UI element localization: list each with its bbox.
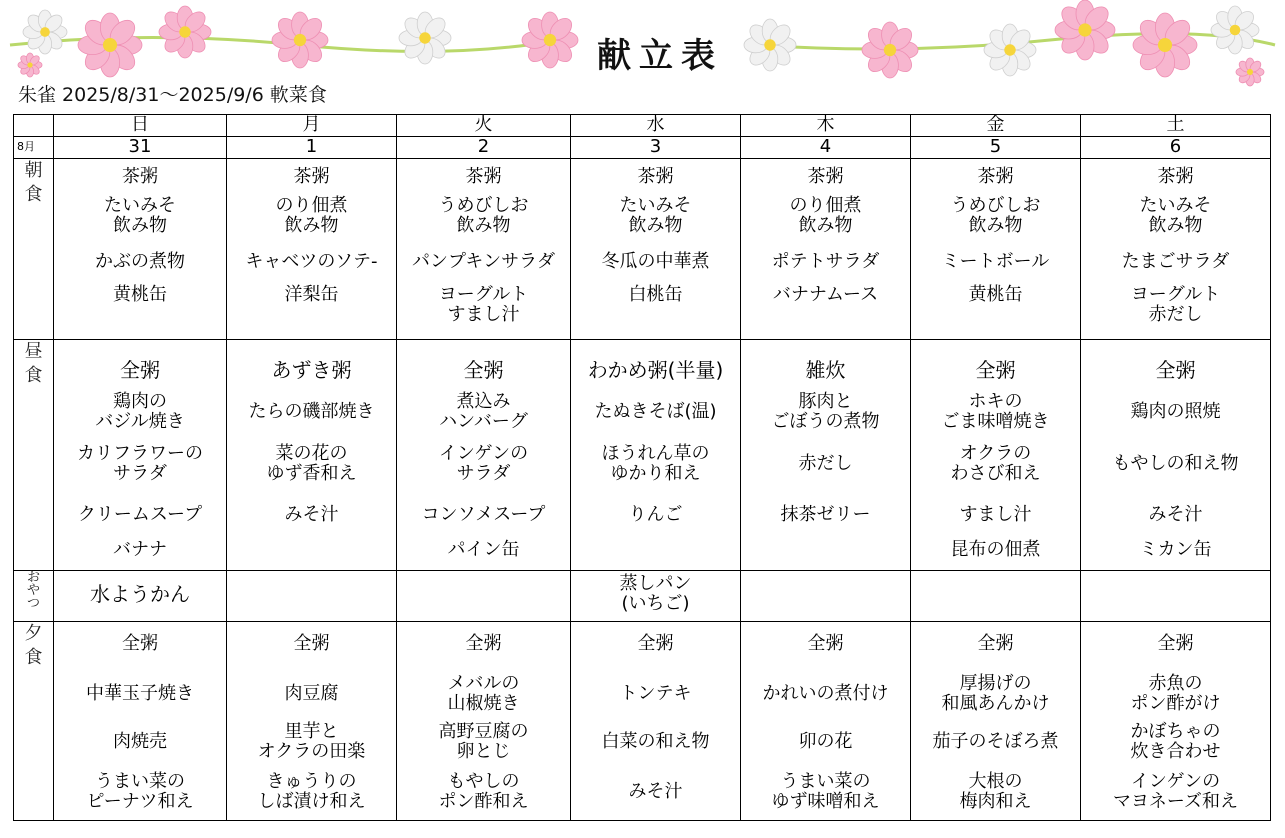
date-cell: 3 xyxy=(571,137,741,159)
breakfast-dish: うめびしお 飲み物 xyxy=(950,195,1041,236)
page-title: 献立表 xyxy=(597,36,723,76)
menu-subtitle: 朱雀 2025/8/31～2025/9/6 軟菜食 xyxy=(18,84,327,106)
weekday-header: 土 xyxy=(1081,115,1271,137)
white-flower-icon xyxy=(1211,6,1259,54)
breakfast-dish: かぶの煮物 xyxy=(95,251,185,272)
lunch-dish: 赤だし xyxy=(798,453,853,474)
date-cell: 2 xyxy=(397,137,571,159)
lunch-dish: あずき粥 xyxy=(271,358,352,382)
dinner-dish: 大根の 梅肉和え xyxy=(959,771,1032,812)
breakfast-dish: 茶粥 xyxy=(807,166,844,187)
lunch-dish: 昆布の佃煮 xyxy=(950,539,1041,560)
lunch-dish: 雑炊 xyxy=(805,358,846,382)
breakfast-cell xyxy=(911,159,1081,340)
dinner-dish: メバルの 山椒焼き xyxy=(447,673,520,714)
breakfast-dish: キャベツのソテ- xyxy=(245,251,378,272)
breakfast-dish: ヨーグルト すまし汁 xyxy=(438,284,529,325)
month-label: 8月 xyxy=(14,137,54,159)
pink-flower-icon xyxy=(78,13,142,77)
dinner-row xyxy=(14,622,1271,821)
snack-label: おやつ xyxy=(14,571,54,622)
breakfast-cell xyxy=(397,159,571,340)
dinner-dish: 肉焼売 xyxy=(113,731,167,752)
pink-flower-icon xyxy=(18,53,42,77)
snack-cell xyxy=(1081,571,1271,622)
dinner-dish: 白菜の和え物 xyxy=(601,731,710,752)
white-flower-icon xyxy=(984,24,1036,76)
breakfast-dish: ポテトサラダ xyxy=(771,251,880,272)
lunch-dish: クリームスープ xyxy=(77,504,203,525)
lunch-dish: 全粥 xyxy=(975,358,1016,382)
lunch-label: 昼食 xyxy=(14,340,54,571)
dinner-dish: きゅうりの しば漬け和え xyxy=(257,771,366,812)
lunch-dish: ミカン缶 xyxy=(1139,539,1212,560)
dinner-dish: 全粥 xyxy=(1157,633,1194,654)
corner-cell xyxy=(14,115,54,137)
date-cell: 5 xyxy=(911,137,1081,159)
lunch-dish: インゲンの サラダ xyxy=(438,443,529,484)
lunch-dish: パイン缶 xyxy=(447,539,520,560)
breakfast-dish: 茶粥 xyxy=(1157,166,1194,187)
weekday-header: 火 xyxy=(397,115,571,137)
dinner-dish: 茄子のそぼろ煮 xyxy=(932,731,1059,752)
lunch-dish: バナナ xyxy=(113,539,167,560)
dinner-dish: かれいの煮付け xyxy=(762,683,889,704)
dinner-dish: もやしの ポン酢和え xyxy=(438,771,529,812)
weekday-header: 日 xyxy=(54,115,227,137)
dinner-dish: 卯の花 xyxy=(798,731,853,752)
dinner-dish: うまい菜の ピーナツ和え xyxy=(86,771,194,812)
date-cell: 1 xyxy=(227,137,397,159)
lunch-dish: りんご xyxy=(628,504,683,525)
dinner-cell xyxy=(397,622,571,821)
lunch-dish: オクラの わさび和え xyxy=(950,443,1041,484)
breakfast-dish: たいみそ 飲み物 xyxy=(619,195,692,236)
snack-cell xyxy=(571,571,741,622)
lunch-dish: ホキの ごま味噌焼き xyxy=(941,391,1050,432)
breakfast-label: 朝食 xyxy=(14,159,54,340)
white-flower-icon xyxy=(399,12,451,64)
breakfast-dish: たいみそ 飲み物 xyxy=(104,195,176,236)
lunch-dish: 豚肉と ごぼうの煮物 xyxy=(771,391,880,432)
breakfast-cell xyxy=(1081,159,1271,340)
breakfast-dish: 白桃缶 xyxy=(628,284,683,305)
lunch-dish: わかめ粥(半量) xyxy=(587,358,724,382)
dinner-dish: インゲンの マヨネーズ和え xyxy=(1112,771,1239,812)
lunch-cell xyxy=(227,340,397,571)
breakfast-dish: 黄桃缶 xyxy=(968,284,1023,305)
lunch-dish: みそ汁 xyxy=(284,504,339,525)
lunch-cell xyxy=(1081,340,1271,571)
date-cell: 4 xyxy=(741,137,911,159)
dinner-dish: 全粥 xyxy=(293,633,330,654)
breakfast-dish: 洋梨缶 xyxy=(284,284,339,305)
dinner-dish: トンテキ xyxy=(619,683,692,704)
snack-item: 水ようかん xyxy=(90,582,190,606)
pink-flower-icon xyxy=(159,6,211,58)
lunch-cell xyxy=(54,340,227,571)
dinner-dish: 中華玉子焼き xyxy=(86,683,194,704)
breakfast-dish: 茶粥 xyxy=(293,166,330,187)
dinner-dish: 全粥 xyxy=(465,633,502,654)
weekday-header: 水 xyxy=(571,115,741,137)
breakfast-dish: ヨーグルト 赤だし xyxy=(1130,284,1221,325)
breakfast-cell xyxy=(54,159,227,340)
lunch-dish: 全粥 xyxy=(1155,358,1196,382)
dinner-cell xyxy=(227,622,397,821)
date-cell: 6 xyxy=(1081,137,1271,159)
snack-cell xyxy=(227,571,397,622)
dinner-dish: 厚揚げの 和風あんかけ xyxy=(941,673,1050,714)
lunch-cell xyxy=(397,340,571,571)
pink-flower-icon xyxy=(1133,13,1197,77)
lunch-dish: 全粥 xyxy=(463,358,504,382)
dinner-dish: みそ汁 xyxy=(628,781,683,802)
weekday-header: 金 xyxy=(911,115,1081,137)
lunch-row xyxy=(14,340,1271,571)
weekday-header: 木 xyxy=(741,115,911,137)
lunch-dish: 全粥 xyxy=(120,358,160,382)
breakfast-dish: たいみそ 飲み物 xyxy=(1139,195,1212,236)
lunch-dish: コンソメスープ xyxy=(421,504,546,525)
dinner-cell xyxy=(571,622,741,821)
menu-table xyxy=(13,114,1271,821)
lunch-dish: すまし汁 xyxy=(959,504,1032,525)
lunch-dish: 抹茶ゼリー xyxy=(780,504,871,525)
breakfast-dish: 冬瓜の中華煮 xyxy=(601,251,710,272)
lunch-cell xyxy=(571,340,741,571)
breakfast-dish: たまごサラダ xyxy=(1121,251,1230,272)
dinner-dish: 全粥 xyxy=(977,633,1014,654)
lunch-dish: もやしの和え物 xyxy=(1112,453,1239,474)
dinner-cell xyxy=(54,622,227,821)
breakfast-cell xyxy=(571,159,741,340)
date-row xyxy=(14,137,1271,159)
lunch-cell xyxy=(911,340,1081,571)
breakfast-dish: うめびしお 飲み物 xyxy=(438,195,529,236)
breakfast-dish: 茶粥 xyxy=(465,166,502,187)
dinner-cell xyxy=(741,622,911,821)
pink-flower-icon xyxy=(862,22,918,78)
breakfast-dish: のり佃煮 飲み物 xyxy=(789,195,862,236)
snack-cell xyxy=(397,571,571,622)
dinner-label: 夕食 xyxy=(14,622,54,821)
lunch-dish: たらの磯部焼き xyxy=(248,401,375,422)
dinner-dish: 全粥 xyxy=(807,633,844,654)
snack-item: 蒸しパン (いちご) xyxy=(619,573,692,614)
lunch-dish: たぬきそば(温) xyxy=(594,401,717,422)
snack-cell xyxy=(54,571,227,622)
snack-cell xyxy=(911,571,1081,622)
pink-flower-icon xyxy=(1055,0,1115,60)
breakfast-dish: バナナムース xyxy=(772,284,879,305)
breakfast-dish: のり佃煮 飲み物 xyxy=(275,195,348,236)
breakfast-cell xyxy=(227,159,397,340)
lunch-cell xyxy=(741,340,911,571)
lunch-dish: 鶏肉の バジル焼き xyxy=(95,391,185,432)
breakfast-row xyxy=(14,159,1271,340)
date-cell: 31 xyxy=(54,137,227,159)
snack-row xyxy=(14,571,1271,622)
breakfast-dish: ミートボール xyxy=(941,251,1050,272)
breakfast-dish: 茶粥 xyxy=(637,166,674,187)
pink-flower-icon xyxy=(1236,58,1264,86)
breakfast-dish: パンプキンサラダ xyxy=(412,251,555,272)
dinner-dish: 全粥 xyxy=(637,633,674,654)
pink-flower-icon xyxy=(272,12,328,68)
weekday-header: 月 xyxy=(227,115,397,137)
dinner-dish: 高野豆腐の 卵とじ xyxy=(438,721,529,762)
dinner-cell xyxy=(911,622,1081,821)
lunch-dish: カリフラワーの サラダ xyxy=(77,443,203,484)
dinner-dish: 赤魚の ポン酢がけ xyxy=(1130,673,1221,714)
dinner-dish: かぼちゃの 炊き合わせ xyxy=(1130,721,1221,762)
lunch-dish: 菜の花の ゆず香和え xyxy=(266,443,357,484)
lunch-dish: ほうれん草の ゆかり和え xyxy=(601,443,710,484)
breakfast-cell xyxy=(741,159,911,340)
weekday-row xyxy=(14,115,1271,137)
lunch-dish: みそ汁 xyxy=(1148,504,1203,525)
lunch-dish: 煮込み ハンバーグ xyxy=(439,391,528,432)
dinner-dish: 肉豆腐 xyxy=(284,683,339,704)
snack-cell xyxy=(741,571,911,622)
dinner-cell xyxy=(1081,622,1271,821)
breakfast-dish: 茶粥 xyxy=(977,166,1014,187)
white-flower-icon xyxy=(23,10,67,54)
lunch-dish: 鶏肉の照焼 xyxy=(1130,401,1221,422)
breakfast-dish: 茶粥 xyxy=(122,166,158,187)
dinner-dish: 全粥 xyxy=(122,633,158,654)
breakfast-dish: 黄桃缶 xyxy=(113,284,167,305)
dinner-dish: 里芋と オクラの田楽 xyxy=(257,721,366,762)
dinner-dish: うまい菜の ゆず味噌和え xyxy=(771,771,880,812)
